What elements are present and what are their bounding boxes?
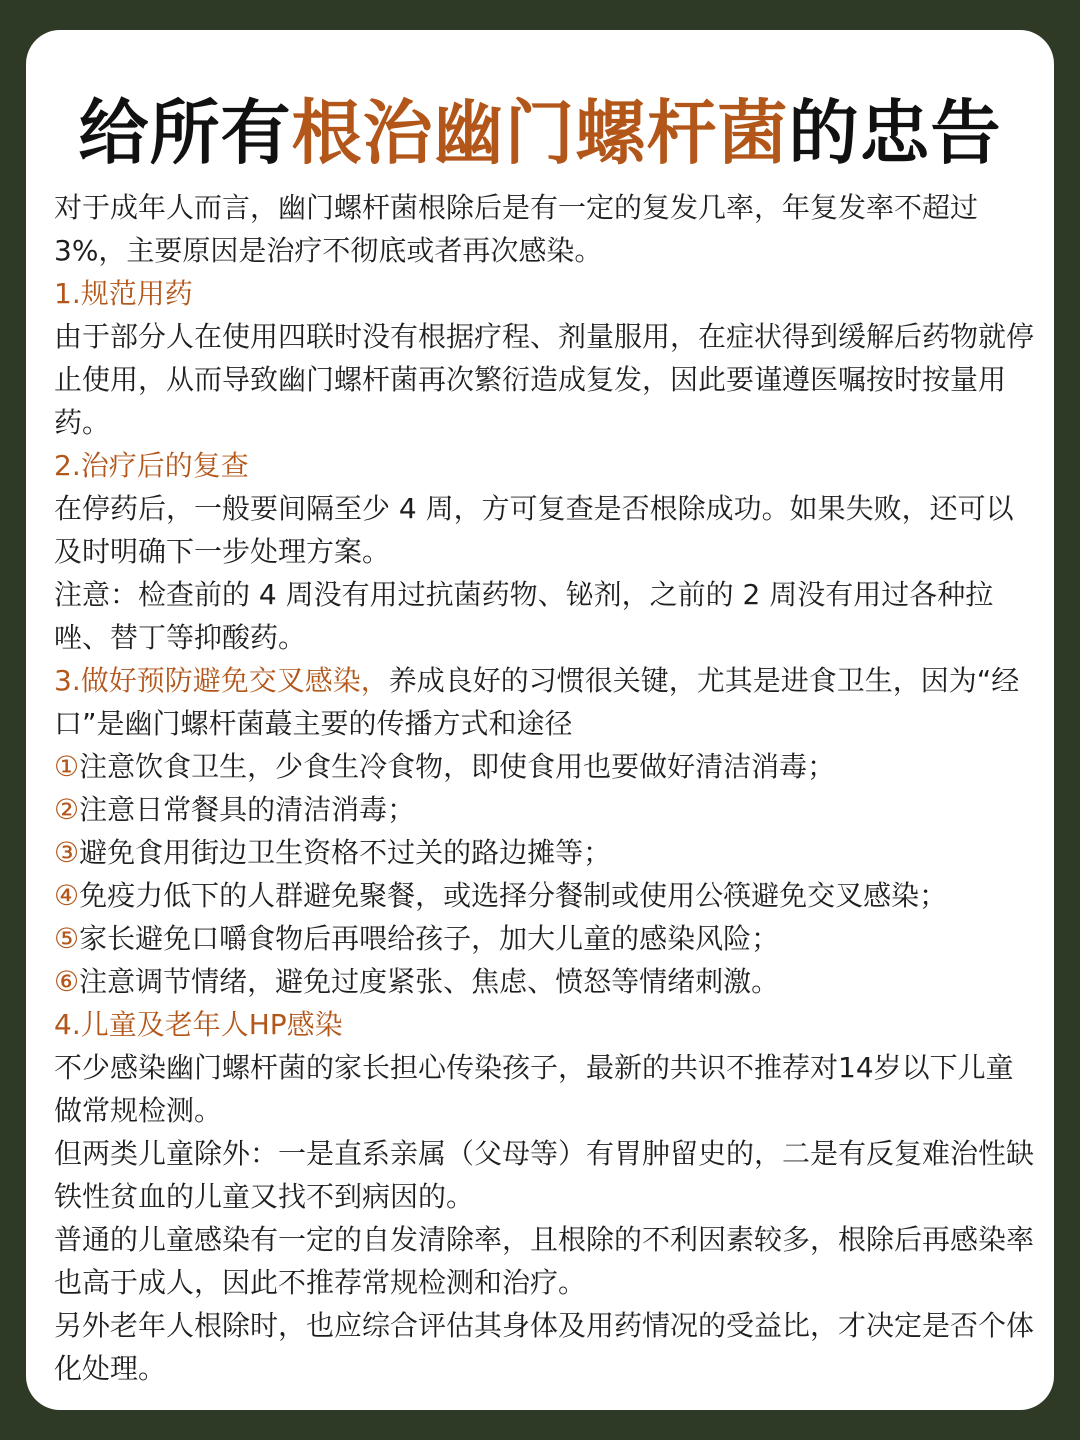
list-item-text: 注意饮食卫生，少食生冷食物，即使食用也要做好清洁消毒； — [79, 750, 836, 783]
section-3-paragraph — [54, 659, 1034, 745]
title-part-2: 的忠告 — [788, 92, 1002, 174]
section-2-body: 在停药后，一般要间隔至少 4 周，方可复查是否根除成功。如果失败，还可以及时明确下一步处理方案。 — [54, 492, 1014, 568]
title-part-1: 给所有 — [78, 92, 292, 174]
list-item-number: ② — [54, 793, 80, 826]
section-4-paragraph-1: 不少感染幽门螺杆菌的家长担心传染孩子，最新的共识不推荐对14岁以下儿童做常规检测。 — [54, 1051, 1014, 1127]
list-item-text: 家长避免口嚼食物后再喂给孩子，加大儿童的感染风险； — [79, 922, 780, 955]
section-3-body: 养成良好的习惯很关键，尤其是进食卫生，因为“经口”是幽门螺杆菌蕞主要的传播方式和途径 — [54, 664, 1020, 740]
intro-paragraph: 对于成年人而言，幽门螺杆菌根除后是有一定的复发几率，年复发率不超过3%，主要原因是治疗不彻底或者再次感染。 — [54, 191, 979, 267]
list-item-number: ① — [54, 750, 80, 783]
page-title — [26, 92, 1054, 174]
section-3-heading: 3.做好预防避免交叉感染， — [54, 664, 389, 697]
list-item-text: 注意日常餐具的清洁消毒； — [79, 793, 416, 826]
section-1-heading: 1.规范用药 — [54, 277, 193, 310]
list-item-number: ⑤ — [54, 922, 80, 955]
title-highlight: 根治幽门螺杆菌 — [291, 92, 789, 174]
list-item — [54, 831, 1034, 874]
section-4-paragraph-3: 普通的儿童感染有一定的自发清除率，且根除的不利因素较多，根除后再感染率也高于成人，因此不推荐常规检测和治疗。 — [54, 1223, 1035, 1299]
article-body — [54, 186, 1034, 1390]
list-item-text: 免疫力低下的人群避免聚餐，或选择分餐制或使用公筷避免交叉感染； — [79, 879, 948, 912]
section-4-paragraph-2: 但两类儿童除外：一是直系亲属（父母等）有胃肿留史的，二是有反复难治性缺铁性贫血的儿童又找不到病因的。 — [54, 1137, 1035, 1213]
section-4-heading: 4.儿童及老年人HP感染 — [54, 1008, 343, 1041]
section-4-paragraph-4: 另外老年人根除时，也应综合评估其身体及用药情况的受益比，才决定是否个体化处理。 — [54, 1309, 1035, 1385]
list-item — [54, 745, 1034, 788]
list-item — [54, 874, 1034, 917]
list-item-text: 注意调节情绪，避免过度紧张、焦虑、愤怒等情绪刺激。 — [79, 965, 780, 998]
list-item-text: 避免食用街边卫生资格不过关的路边摊等； — [79, 836, 612, 869]
section-2-heading: 2.治疗后的复查 — [54, 449, 249, 482]
list-item — [54, 960, 1034, 1003]
section-1-body: 由于部分人在使用四联时没有根据疗程、剂量服用，在症状得到缓解后药物就停止使用，从而导致幽门螺杆菌再次繁衍造成复发，因此要谨遵医嘱按时按量用药。 — [54, 320, 1035, 439]
section-2-note: 注意：检查前的 4 周没有用过抗菌药物、铋剂，之前的 2 周没有用过各种拉唑、替丁等抑酸药。 — [54, 578, 994, 654]
list-item-number: ⑥ — [54, 965, 80, 998]
article-card — [26, 30, 1054, 1410]
list-item — [54, 917, 1034, 960]
list-item — [54, 788, 1034, 831]
list-item-number: ④ — [54, 879, 80, 912]
list-item-number: ③ — [54, 836, 80, 869]
